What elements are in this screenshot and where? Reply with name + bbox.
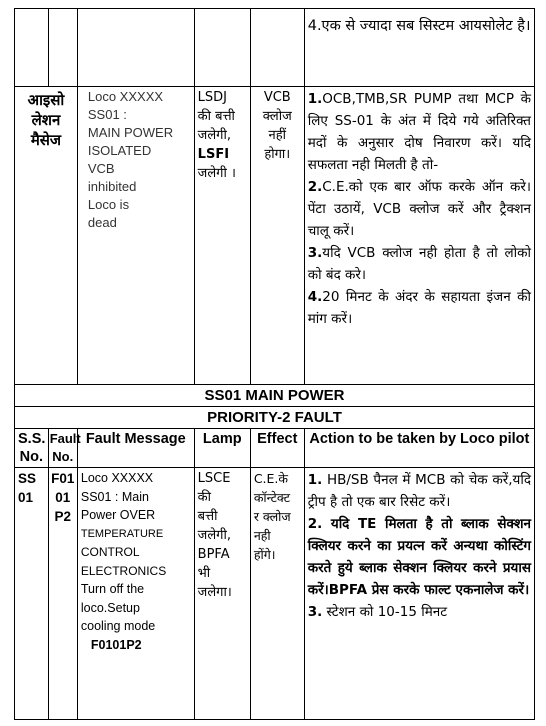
fault-sn: SS 01 (15, 468, 49, 720)
fault-lamp: LSCE की बत्ती जलेगी, BPFA भी जलेगा। (194, 468, 250, 720)
priority-title-row (15, 407, 535, 429)
fault-effect: C.E.के कॉन्टेक्ट र क्लोज नही होंगे। (250, 468, 304, 720)
fault-table (14, 8, 535, 720)
action-step: 4.20 मिनट के अंदर के सहायता इंजन की मांग करें। (307, 289, 531, 327)
action-step: 2. यदि TE मिलता है तो ब्लाक सेक्शन क्लियर करने का प्रयत्न करें अन्यथा कोस्टिंग करते हुये ब्लाक सेक्शन क्लियर करने प्रयास करें।BPFA प्रेस करके फाल्ट एकनालेज करें। (307, 516, 532, 598)
isolation-fault-message: Loco XXXXX SS01 : MAIN POWER ISOLATED VCB inhibited Loco is dead (77, 87, 194, 385)
header-fault-no: Fault No. (48, 429, 77, 468)
fault-table-page (14, 8, 535, 716)
action-step: 1.OCB,TMB,SR PUMP तथा MCP के लिए SS-01 के अंत में दिये गये अतिरिक्त मदों के अनुसार दोष निवारण करें। यदि सफलता नही मिलती है तो- (307, 91, 531, 173)
priority-title: PRIORITY-2 FAULT (15, 407, 535, 429)
section-title: SS01 MAIN POWER (15, 385, 535, 407)
header-effect: Effect (250, 429, 304, 468)
fault-code: F0101P2 (90, 637, 142, 652)
section-title-row (15, 385, 535, 407)
isolation-lamp: LSDJ की बत्ती जलेगी, LSFI जलेगी । (194, 87, 250, 385)
fault-row (15, 468, 535, 720)
header-lamp: Lamp (194, 429, 250, 468)
action-step: 3. स्टेशन को 10-15 मिनट (307, 604, 448, 620)
isolation-message-label: आइसो लेशन मैसेज (15, 87, 78, 385)
action-step: 1. HB/SB पैनल में MCB को चेक करें,यदि ट्रीप है तो एक बार रिसेट करें। (307, 472, 531, 510)
fault-number: F01 01 P2 (48, 468, 77, 720)
action-step: 2.C.E.को एक बार ऑफ करके ऑन करे। पेंटा उठायें, VCB क्लोज करें और ट्रैक्शन चालू करें। (307, 179, 531, 239)
table-header-row (15, 429, 535, 468)
continuation-row (15, 9, 535, 87)
isolation-message-row (15, 87, 535, 385)
header-fault-message: Fault Message (77, 429, 194, 468)
action-step: 3.यदि VCB क्लोज नही होता है तो लोको को बंद करे। (307, 245, 531, 283)
header-action: Action to be taken by Loco pilot (304, 429, 534, 468)
header-sn: S.S. No. (15, 429, 49, 468)
isolation-effect: VCB क्लोज नहीं होगा। (250, 87, 304, 385)
isolation-actions (304, 87, 534, 385)
fault-message: Loco XXXXX SS01 : Main Power OVER TEMPERATURE CONTROL ELECTRONICS Turn off the loco.Setup cooling mode F0101P2 (77, 468, 194, 720)
fault-actions (304, 468, 534, 720)
continuation-action: 4.एक से ज्यादा सब सिस्टम आयसोलेट है। (304, 9, 534, 87)
